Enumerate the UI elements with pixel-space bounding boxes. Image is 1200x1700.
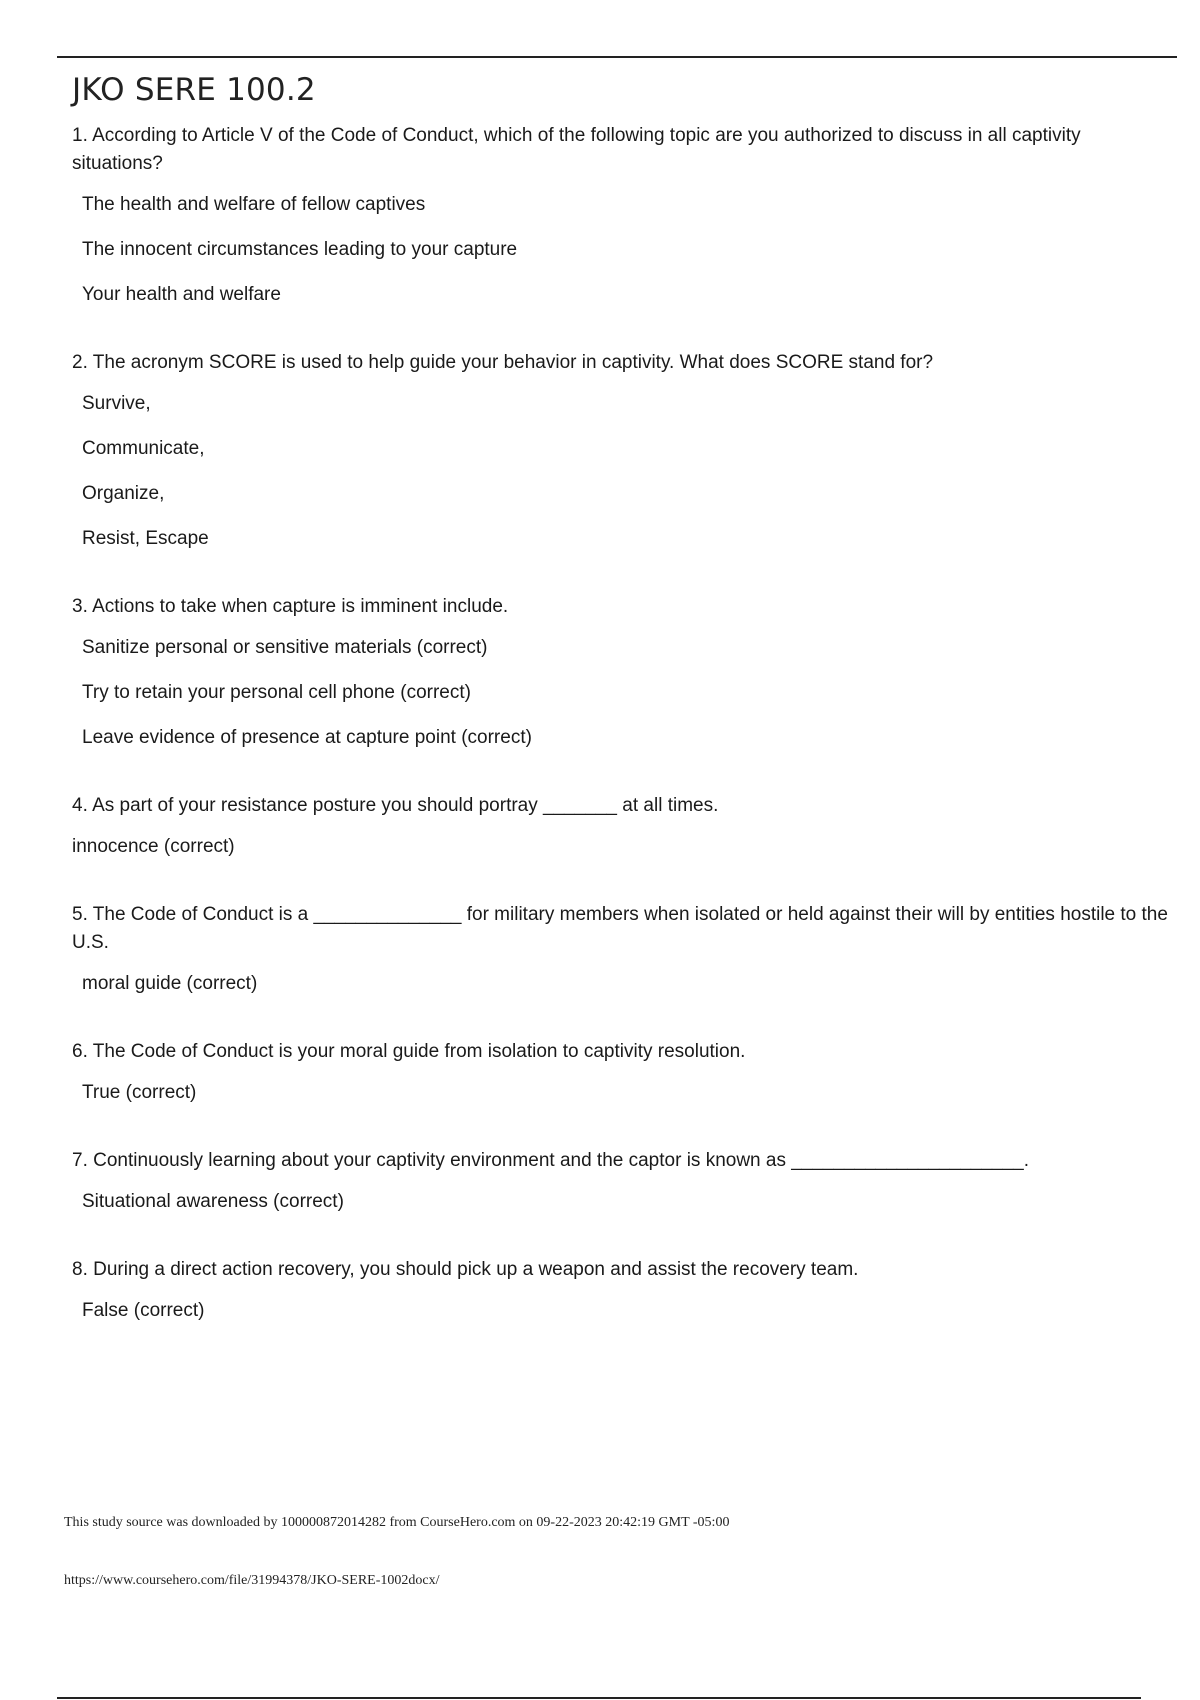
answer-option: Resist, Escape <box>82 528 209 549</box>
answer-option: moral guide (correct) <box>82 973 258 994</box>
header-divider <box>57 56 1177 58</box>
footer-divider <box>57 1697 1141 1699</box>
document-body <box>72 70 1172 1343</box>
answer-option: innocence (correct) <box>72 836 235 857</box>
spacer <box>72 879 1172 901</box>
answer-option: Communicate, <box>82 438 205 459</box>
question-block-6 <box>72 1038 1172 1106</box>
question-text: 3. Actions to take when capture is imminent include. <box>72 596 509 617</box>
answer-option: True (correct) <box>82 1082 197 1103</box>
question-text: 4. As part of your resistance posture you should portray _______ at all times. <box>72 795 719 816</box>
question-block-4 <box>72 792 1172 860</box>
answer-option: The innocent circumstances leading to your capture <box>82 239 518 260</box>
answer-option: Your health and welfare <box>82 284 281 305</box>
answer-option: Leave evidence of presence at capture point (correct) <box>82 727 532 748</box>
spacer <box>72 571 1172 593</box>
answer-option: Sanitize personal or sensitive materials (correct) <box>82 637 488 658</box>
question-block-8 <box>72 1256 1172 1324</box>
question-text: 7. Continuously learning about your captivity environment and the captor is known as ______________________. <box>72 1150 1029 1171</box>
answer-option: False (correct) <box>82 1300 205 1321</box>
spacer <box>72 1234 1172 1256</box>
question-block-2 <box>72 349 1172 552</box>
spacer <box>72 770 1172 792</box>
question-text: 6. The Code of Conduct is your moral guide from isolation to captivity resolution. <box>72 1041 746 1062</box>
answer-option: Situational awareness (correct) <box>82 1191 344 1212</box>
question-text: 5. The Code of Conduct is a ______________ for military members when isolated or held against their will by entities hostile to the U.S. <box>72 904 1168 953</box>
answer-option: Organize, <box>82 483 165 504</box>
answer-option: The health and welfare of fellow captives <box>82 194 426 215</box>
answer-option: Survive, <box>82 393 151 414</box>
question-block-7 <box>72 1147 1172 1215</box>
page-title: JKO SERE 100.2 <box>72 72 316 108</box>
source-download-note: This study source was downloaded by 100000872014282 from CourseHero.com on 09-22-2023 20:42:19 GMT -05:00 <box>64 1515 730 1530</box>
spacer <box>72 327 1172 349</box>
question-block-5 <box>72 901 1172 997</box>
source-url-link[interactable]: https://www.coursehero.com/file/31994378/JKO-SERE-1002docx/ <box>64 1573 440 1588</box>
question-text: 1. According to Article V of the Code of Conduct, which of the following topic are you authorized to discuss in all captivity situations? <box>72 125 1081 174</box>
question-block-1 <box>72 122 1172 308</box>
question-text: 8. During a direct action recovery, you should pick up a weapon and assist the recovery team. <box>72 1259 859 1280</box>
answer-option: Try to retain your personal cell phone (correct) <box>82 682 471 703</box>
question-block-3 <box>72 593 1172 751</box>
question-text: 2. The acronym SCORE is used to help guide your behavior in captivity. What does SCORE stand for? <box>72 352 934 373</box>
spacer <box>72 1016 1172 1038</box>
spacer <box>72 1125 1172 1147</box>
